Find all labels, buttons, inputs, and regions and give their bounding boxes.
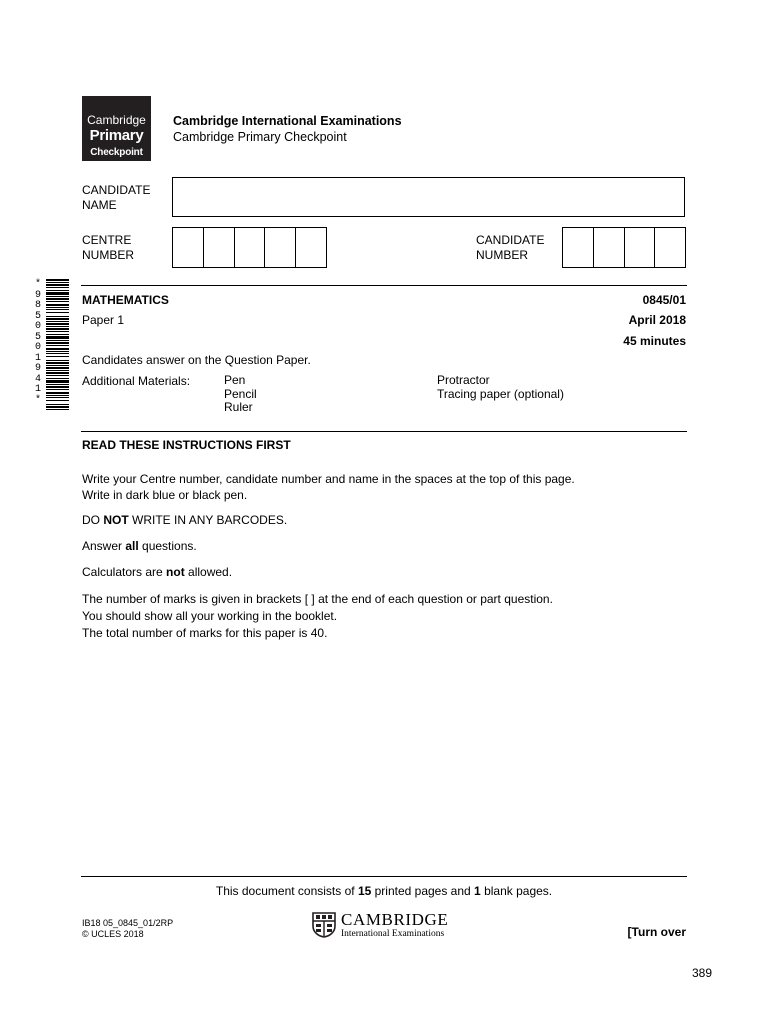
barcode-bar: [46, 400, 69, 401]
barcode-bar: [46, 326, 69, 327]
cambridge-wordmark-sub: International Examinations: [341, 929, 445, 939]
barcode-bar: [46, 353, 69, 354]
logo-line-2: Primary: [89, 127, 144, 144]
instruction-paragraph: The number of marks is given in brackets [ ] at the end of each question or part question. You should show all your working in the booklet. The total number of marks for this paper is 40.: [82, 592, 553, 640]
barcode-bar: [46, 384, 69, 385]
document-reference: IB18 05_0845_01/2RP © UCLES 2018: [82, 918, 174, 939]
barcode-bar: [46, 282, 69, 283]
barcode-bar: [46, 296, 69, 297]
logo-line-3: Checkpoint: [90, 147, 143, 158]
material-item: Protractor: [437, 373, 490, 387]
barcode-bar: [46, 348, 69, 350]
candidate-number-field[interactable]: [562, 227, 686, 268]
centre-number-cell[interactable]: [265, 228, 296, 267]
divider: [81, 431, 687, 432]
barcode-bar: [46, 378, 69, 379]
barcode-bar: [46, 323, 69, 325]
barcode-bar: [46, 370, 69, 371]
paper-number: Paper 1: [82, 313, 125, 327]
centre-number-cell[interactable]: [296, 228, 326, 267]
barcode-bar: [46, 342, 69, 344]
answer-note: Candidates answer on the Question Paper.: [82, 353, 311, 367]
cambridge-primary-checkpoint-logo: [82, 96, 151, 161]
barcode-bar: [46, 409, 69, 410]
centre-number-cell[interactable]: [173, 228, 204, 267]
barcode-char: 1: [34, 384, 41, 395]
copyright: © UCLES 2018: [82, 929, 144, 939]
barcode-bar: [46, 307, 69, 308]
instructions-heading: READ THESE INSTRUCTIONS FIRST: [82, 438, 291, 452]
barcode-bar: [46, 372, 69, 374]
barcode-bar: [46, 375, 69, 376]
materials-list-2: [437, 374, 564, 401]
cambridge-wordmark: CAMBRIDGE: [341, 910, 449, 929]
subject-name: MATHEMATICS: [82, 293, 169, 307]
exam-duration: 45 minutes: [623, 334, 686, 348]
centre-number-label: CENTRE NUMBER: [82, 233, 135, 262]
material-item: Pencil: [224, 386, 257, 401]
barcode-bar: [46, 316, 69, 317]
barcode-bar: [46, 284, 69, 286]
barcode-bar: [46, 318, 69, 320]
barcode-bar: [46, 309, 69, 310]
material-item: Tracing paper (optional): [437, 386, 564, 401]
barcode-char: 4: [34, 373, 41, 385]
barcode-char: *: [34, 279, 41, 290]
barcode-char: 9: [34, 363, 41, 374]
barcode-bar: [46, 279, 69, 281]
barcode-bar: [46, 345, 69, 346]
cambridge-crest-icon: [312, 912, 336, 938]
exam-date: April 2018: [628, 313, 686, 327]
barcode-bar: [46, 362, 69, 364]
organization-name: Cambridge International Examinations: [173, 114, 402, 128]
material-item: Ruler: [224, 400, 253, 414]
candidate-number-label: CANDIDATE NUMBER: [476, 233, 545, 262]
materials-list-1: [224, 374, 257, 415]
barcode-bar: [46, 328, 69, 330]
program-name: Cambridge Primary Checkpoint: [173, 130, 347, 144]
barcode-bar: [46, 351, 69, 352]
logo-line-1: Cambridge: [87, 113, 146, 127]
paper-code: 0845/01: [642, 293, 686, 307]
material-item: Pen: [224, 373, 246, 387]
barcode-bar: [46, 404, 69, 405]
barcode-bar: [46, 321, 69, 322]
barcode-bar: [46, 340, 69, 341]
candidate-number-cell[interactable]: [563, 228, 594, 267]
barcode-bar: [46, 386, 69, 388]
turn-over: [Turn over: [627, 925, 686, 939]
centre-number-field[interactable]: [172, 227, 327, 268]
candidate-number-cell[interactable]: [655, 228, 685, 267]
candidate-number-cell[interactable]: [594, 228, 625, 267]
barcode-bar: [46, 334, 69, 335]
barcode-text: [32, 280, 44, 406]
barcode-bar: [46, 292, 69, 295]
barcode-char: 8: [34, 300, 41, 311]
materials-label: Additional Materials:: [82, 374, 191, 388]
barcode-bar: [46, 397, 69, 398]
centre-number-cell[interactable]: [235, 228, 266, 267]
barcode-char: 5: [34, 331, 41, 343]
candidate-name-field[interactable]: [172, 177, 685, 217]
candidate-number-cell[interactable]: [625, 228, 656, 267]
page-number: 389: [691, 966, 712, 980]
barcode-bar: [46, 298, 69, 300]
barcode: [46, 279, 69, 411]
barcode-char: 5: [34, 310, 41, 322]
barcode-bar: [46, 365, 69, 366]
barcode-bar: [46, 287, 69, 288]
divider: [81, 285, 687, 286]
candidate-name-label: CANDIDATE NAME: [82, 183, 151, 212]
barcode-char: 9: [34, 289, 41, 301]
centre-number-cell[interactable]: [204, 228, 235, 267]
barcode-bar: [46, 290, 69, 291]
barcode-char: 1: [34, 352, 41, 364]
barcode-bar: [46, 301, 69, 302]
barcode-bar: [46, 367, 69, 369]
barcode-bar: [46, 392, 69, 394]
instruction-paragraph: Answer all questions.: [82, 539, 197, 553]
barcode-char: *: [34, 394, 41, 406]
document-page-count: This document consists of 15 printed pages and 1 blank pages.: [215, 884, 553, 898]
instruction-paragraph: Calculators are not allowed.: [82, 565, 233, 579]
footer-divider: [81, 876, 687, 877]
barcode-bar: [46, 395, 69, 396]
barcode-bar: [46, 312, 69, 313]
barcode-bar: [46, 380, 69, 383]
barcode-bar: [46, 406, 69, 408]
barcode-bar: [46, 360, 69, 361]
barcode-char: 0: [34, 321, 41, 332]
barcode-bar: [46, 356, 69, 357]
barcode-bar: [46, 304, 69, 306]
barcode-bar: [46, 389, 69, 390]
instruction-paragraph: Write your Centre number, candidate number and name in the spaces at the top of this page. Write in dark blue or black pen.: [82, 472, 575, 502]
barcode-bar: [46, 336, 69, 339]
instruction-paragraph: DO NOT WRITE IN ANY BARCODES.: [82, 513, 288, 527]
barcode-bar: [46, 331, 69, 332]
barcode-char: 0: [34, 342, 41, 353]
